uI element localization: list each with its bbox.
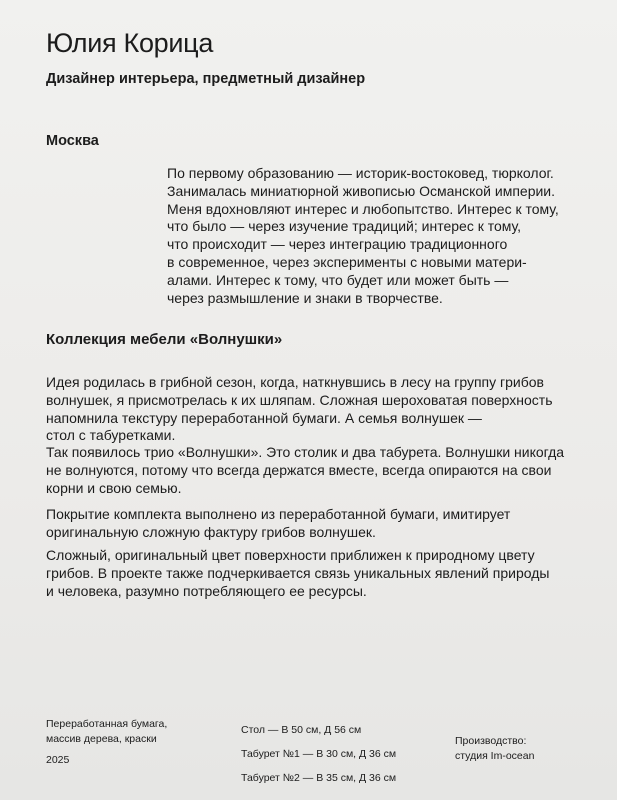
- bio-line: По первому образованию — историк-востоковед, тюрколог.: [167, 165, 554, 181]
- city: Москва: [46, 133, 99, 149]
- production-label: Производство:: [455, 735, 527, 747]
- bio-line: Меня вдохновляют интерес и любопытство. Интерес к тому,: [167, 200, 559, 217]
- materials-line: массив дерева, краски: [46, 733, 157, 745]
- dimension-stool-1: Табурет №1 — В 30 см, Д 36 см: [241, 748, 397, 760]
- dimension-stool-2: Табурет №2 — В 35 см, Д 36 см: [241, 772, 397, 784]
- production: [455, 734, 534, 764]
- dimension-table: Стол — В 50 см, Д 56 см: [241, 724, 362, 736]
- text-line: не волнуются, потому что всегда держатся вместе, всегда опираются на свои: [46, 461, 552, 478]
- production-studio: студия Im-ocean: [455, 750, 535, 762]
- collection-paragraph: [46, 547, 549, 600]
- bio-line: алами. Интерес к тому, что будет или может быть —: [167, 271, 509, 288]
- bio-paragraph: [167, 165, 559, 307]
- text-line: стол с табуретками.: [46, 427, 176, 444]
- text-line: Покрытие комплекта выполнено из переработанной бумаги, имитирует: [46, 506, 511, 522]
- year: 2025: [46, 754, 70, 766]
- designer-role: Дизайнер интерьера, предметный дизайнер: [46, 71, 366, 87]
- bio-line: через размышление и знаки в творчестве.: [167, 289, 443, 306]
- bio-line: в современное, через эксперименты с новыми матери-: [167, 253, 527, 270]
- text-line: и человека, разумно потребляющего ее ресурсы.: [46, 582, 367, 599]
- text-line: корни и свою семью.: [46, 479, 182, 496]
- collection-paragraph: [46, 444, 564, 497]
- text-line: Так появилось трио «Волнушки». Это столик и два табурета. Волнушки никогда: [46, 444, 565, 460]
- designer-name: Юлия Корица: [46, 28, 214, 58]
- materials-line: Переработанная бумага,: [46, 718, 168, 730]
- bio-line: Занималась миниатюрной живописью Османской империи.: [167, 182, 556, 199]
- collection-title: Коллекция мебели «Волнушки»: [46, 331, 283, 348]
- materials: [46, 717, 167, 747]
- text-line: Сложный, оригинальный цвет поверхности приближен к природному цвету: [46, 547, 535, 563]
- collection-paragraph: [46, 374, 553, 445]
- text-line: грибов. В проекте также подчеркивается связь уникальных явлений природы: [46, 564, 550, 581]
- bio-line: что было — через изучение традиций; интерес к тому,: [167, 218, 522, 235]
- text-line: Идея родилась в грибной сезон, когда, наткнувшись в лесу на группу грибов: [46, 374, 544, 390]
- bio-line: что происходит — через интеграцию традиционного: [167, 236, 508, 253]
- text-line: волнушек, я присмотрелась к их шляпам. Сложная шероховатая поверхность: [46, 391, 553, 408]
- text-line: оригинальную сложную фактуру грибов волнушек.: [46, 523, 376, 540]
- text-line: напомнила текстуру переработанной бумаги. А семья волнушек —: [46, 409, 482, 426]
- collection-paragraph: [46, 506, 510, 542]
